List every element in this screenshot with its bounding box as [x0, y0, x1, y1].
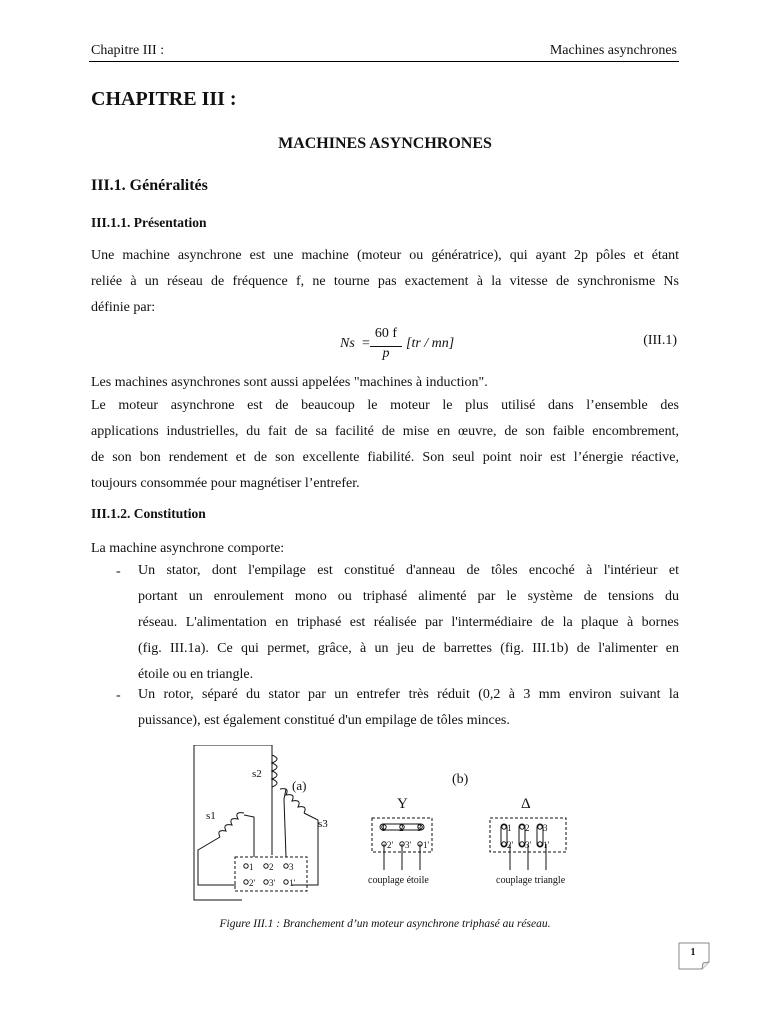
star-coupling-label: couplage étoile [368, 875, 429, 886]
terminal-label: 1' [423, 840, 430, 850]
formula-lhs: Ns [340, 336, 355, 351]
label-a: (a) [292, 778, 307, 793]
terminal-label: 2' [507, 840, 514, 850]
chapter-title: MACHINES ASYNCHRONES [278, 135, 492, 152]
motor-line: de son bon rendement et de son excellente fiabilité. Son seul point noir est l’énergie réactive, [91, 450, 679, 465]
label-s3: s3 [318, 818, 328, 830]
formula-equals: = [362, 336, 370, 351]
bullet-line: réseau. L'alimentation en triphasé est réalisée par l'intermédiaire de la plaque à bornes [138, 615, 679, 630]
bullet-line: étoile ou en triangle. [138, 667, 254, 682]
label-s1: s1 [206, 810, 216, 822]
intro-paragraph [91, 243, 679, 321]
formula-denominator: p [382, 346, 390, 361]
subsection-constitution: III.1.2. Constitution [91, 506, 206, 521]
bullet-rotor [138, 682, 679, 734]
figure-svg [180, 745, 590, 905]
terminal-label: 1 [507, 823, 512, 833]
figure-motor-connection [180, 745, 590, 905]
label-b: (b) [452, 772, 469, 787]
delta-symbol: Δ [521, 796, 531, 812]
header-title: Machines asynchrones [549, 43, 677, 58]
bullet-stator [138, 558, 679, 688]
intro-line: définie par: [91, 300, 156, 315]
terminal-label: 2 [399, 823, 404, 833]
bullet-dash: - [116, 688, 121, 703]
bullet-line: Un stator, dont l'empilage est constitué d'anneau de tôles encoché à l'intérieur et [138, 563, 679, 578]
motor-paragraph [91, 393, 679, 497]
bullet-line: Un rotor, séparé du stator par un entrefer très réduit (0,2 à 3 mm environ suivant la [138, 687, 679, 702]
section-heading: III.1. Généralités [91, 177, 208, 194]
equation-number: (III.1) [643, 333, 677, 348]
terminal-label: 2 [525, 823, 530, 833]
motor-line: toujours consommée pour magnétiser l’entrefer. [91, 476, 360, 491]
bullet-dash: - [116, 564, 121, 579]
bullet-line: (fig. III.1a). Ce qui permet, grâce, à un jeu de barrettes (fig. III.1b) de l'alimenter en [138, 641, 679, 656]
label-s2: s2 [252, 768, 262, 780]
diagram-labels [206, 768, 328, 888]
terminal-label: 1' [543, 840, 550, 850]
header-rule [89, 61, 679, 62]
terminal-label: 3' [525, 840, 532, 850]
motor-line: Le moteur asynchrone est de beaucoup le moteur le plus utilisé dans l’ensemble des [91, 398, 679, 413]
induction-line: Les machines asynchrones sont aussi appelées "machines à induction". [91, 375, 488, 390]
bullet-line: puissance), est également constitué d'un empilage de tôles minces. [138, 713, 510, 728]
intro-line: reliée à un réseau de fréquence f, ne tourne pas exactement à la vitesse de synchronisme Ns [91, 274, 679, 289]
terminal-label: 2' [387, 840, 394, 850]
terminal-label: 1' [289, 878, 296, 888]
terminal-label: 2' [249, 878, 256, 888]
coupling-labels [368, 772, 566, 886]
subsection-presentation: III.1.1. Présentation [91, 215, 207, 230]
terminal-label: 3' [405, 840, 412, 850]
terminal-label: 3 [417, 823, 422, 833]
figure-caption: Figure III.1 : Branchement d’un moteur asynchrone triphasé au réseau. [219, 918, 551, 930]
constitution-intro: La machine asynchrone comporte: [91, 541, 285, 556]
formula-unit: [tr / mn] [406, 336, 455, 351]
motor-line: applications industrielles, du fait de sa facilité de mise en œuvre, de son faible encombrement, [91, 424, 679, 439]
terminal-label: 3 [543, 823, 548, 833]
terminal-label: 3' [269, 878, 276, 888]
terminal-label: 1 [249, 862, 254, 872]
bullet-line: portant un enroulement mono ou triphasé alimenté par le système de tensions du [138, 589, 679, 604]
intro-line: Une machine asynchrone est une machine (moteur ou génératrice), qui ayant 2p pôles et étant [91, 248, 679, 263]
terminal-label: 2 [269, 862, 274, 872]
page-number: 1 [690, 947, 696, 958]
formula-numerator: 60 f [374, 326, 398, 341]
terminal-label: 3 [289, 862, 294, 872]
terminal-label: 1 [381, 823, 386, 833]
star-symbol: Y [397, 796, 408, 812]
header-chapter: Chapitre III : [91, 43, 165, 58]
chapter-heading: CHAPITRE III : [91, 88, 237, 110]
delta-coupling-label: couplage triangle [496, 875, 566, 886]
